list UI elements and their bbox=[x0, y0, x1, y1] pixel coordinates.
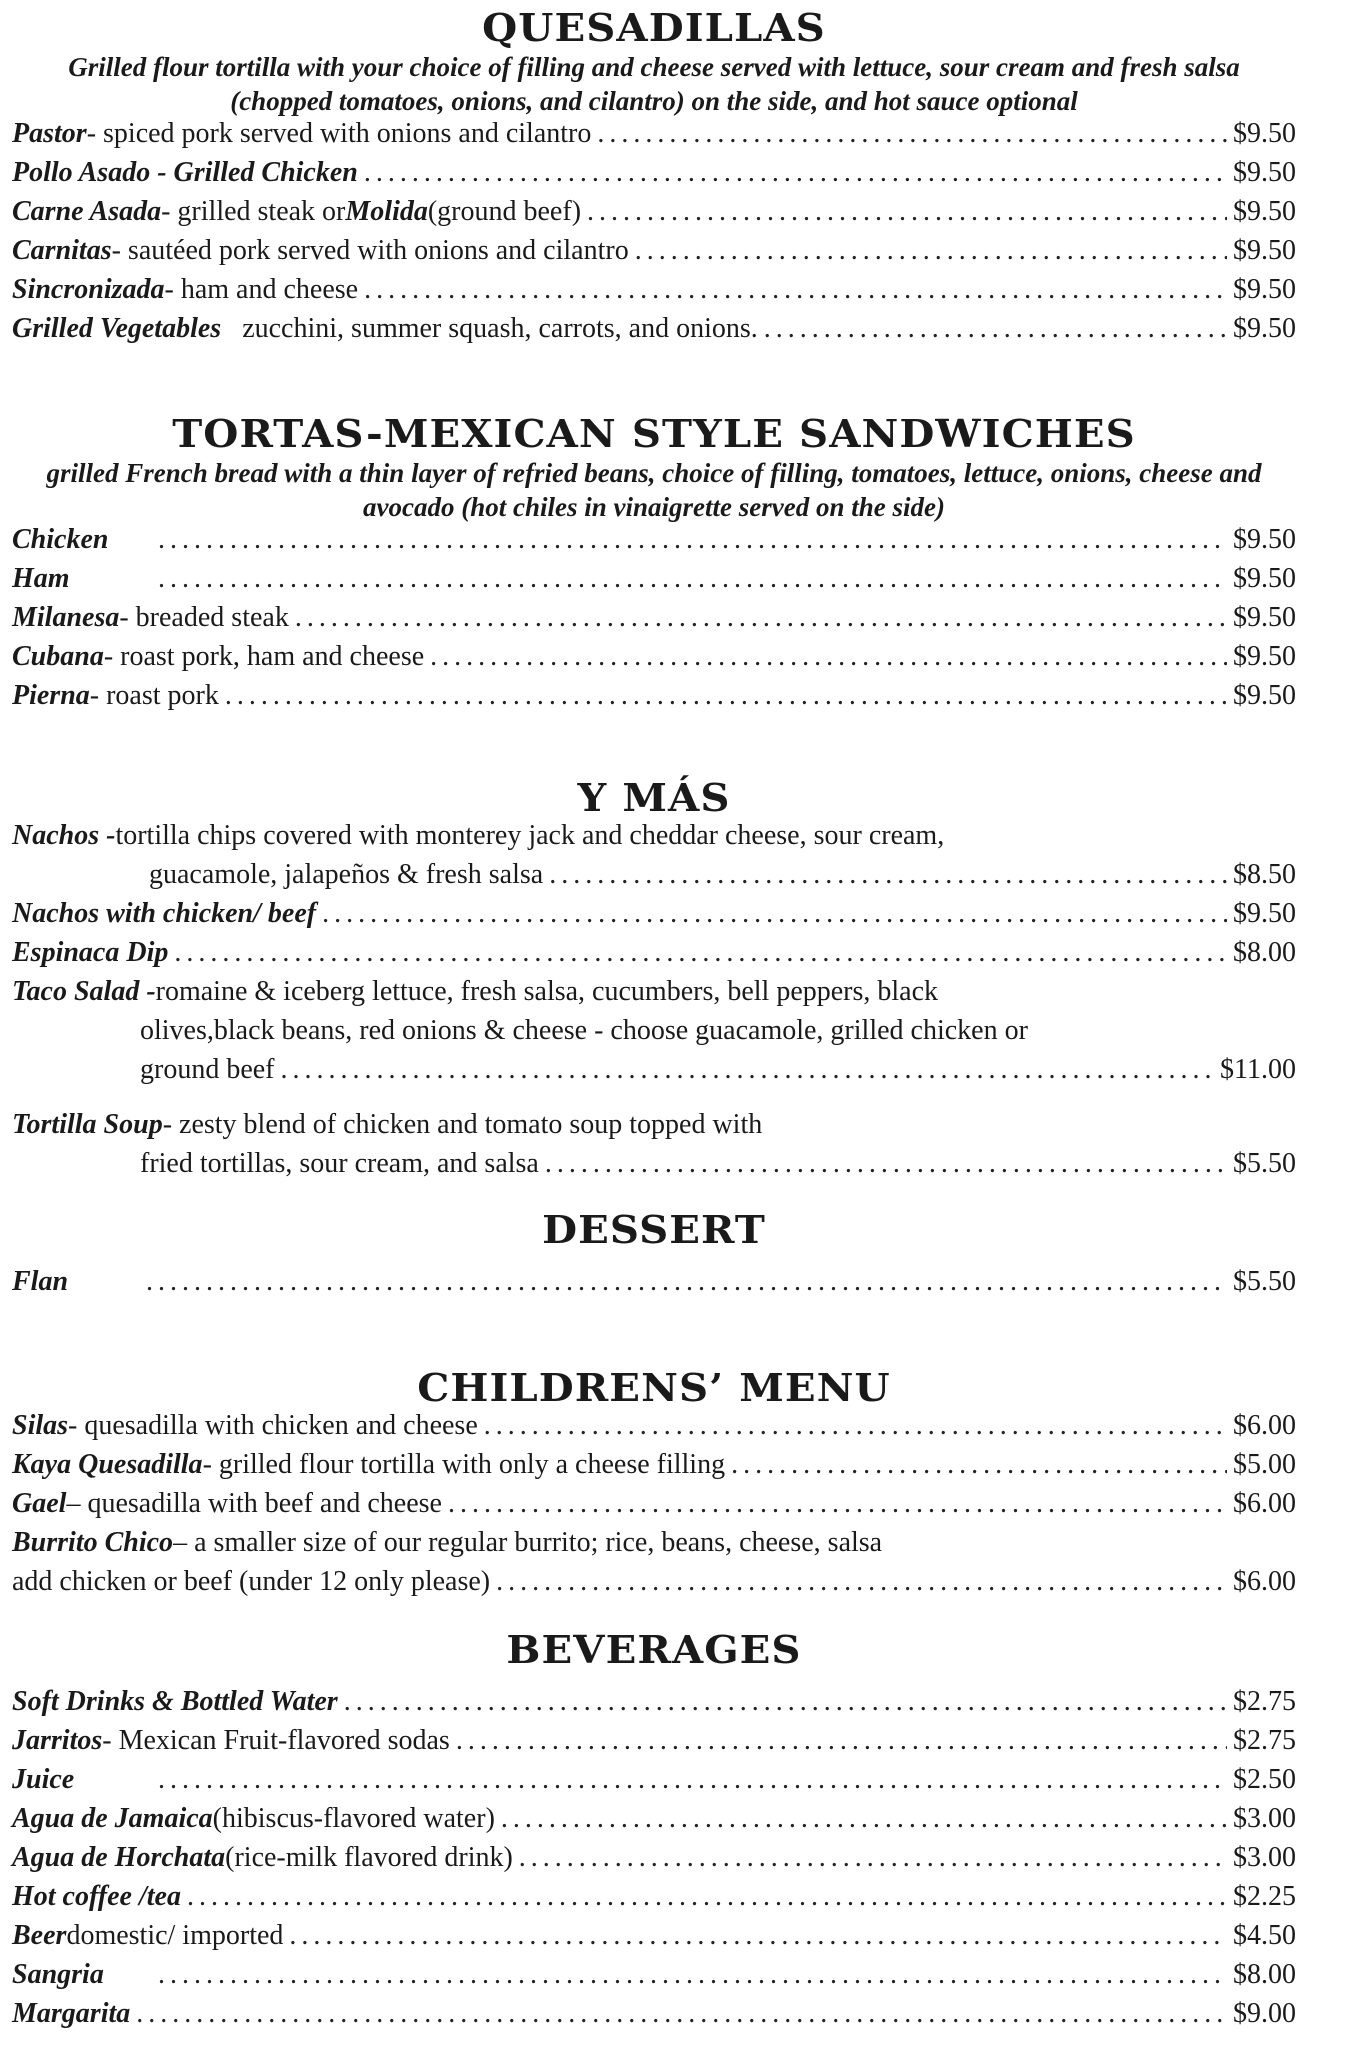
childrens-section bbox=[12, 1366, 1296, 1605]
menu-item: Nachos with chicken/ beef ..... $9.50 bbox=[12, 898, 1296, 937]
menu-item: Carnitas - sautéed pork served with onions and cilantro ..... $9.50 bbox=[12, 235, 1296, 274]
menu-item: Carne Asada - grilled steak or Molida (ground beef) ..... $9.50 bbox=[12, 196, 1296, 235]
menu-item-continuation: fried tortillas, sour cream, and salsa ..... $5.50 bbox=[12, 1148, 1296, 1187]
menu-item: Cubana - roast pork, ham and cheese ..... $9.50 bbox=[12, 641, 1296, 680]
section-title: CHILDRENS’ MENU bbox=[417, 1365, 891, 1410]
menu-item: Gael – quesadilla with beef and cheese ..... $6.00 bbox=[12, 1488, 1296, 1527]
menu-item: Flan ..... $5.50 bbox=[12, 1266, 1296, 1305]
menu-item-burrito: Burrito Chico – a smaller size of our regular burrito; rice, beans, cheese, salsa bbox=[12, 1527, 883, 1558]
menu-item: Grilled Vegetables zucchini, summer squash, carrots, and onions. ..... $9.50 bbox=[12, 313, 1296, 352]
menu-item: Juice ..... $2.50 bbox=[12, 1764, 1296, 1803]
menu-item-tortilla-soup: Tortilla Soup - zesty blend of chicken and tomato soup topped with bbox=[12, 1109, 763, 1140]
menu-item: Silas - quesadilla with chicken and cheese ..... $6.00 bbox=[12, 1410, 1296, 1449]
dessert-section bbox=[12, 1208, 1296, 1305]
menu-item: Soft Drinks & Bottled Water ..... $2.75 bbox=[12, 1686, 1296, 1725]
menu-item: Agua de Horchata (rice-milk flavored drink) ..... $3.00 bbox=[12, 1842, 1296, 1881]
section-title: Y MÁS bbox=[577, 775, 731, 820]
section-title: QUESADILLAS bbox=[482, 5, 826, 50]
menu-item-nachos: Nachos - tortilla chips covered with monterey jack and cheddar cheese, sour cream, bbox=[12, 820, 945, 851]
section-title: TORTAS-MEXICAN STYLE SANDWICHES bbox=[172, 411, 1136, 456]
menu-item-taco-salad: Taco Salad - romaine & iceberg lettuce, fresh salsa, cucumbers, bell peppers, black bbox=[12, 976, 939, 1007]
menu-item: Pastor - spiced pork served with onions and cilantro ..... $9.50 bbox=[12, 118, 1296, 157]
menu-item: Espinaca Dip ..... $8.00 bbox=[12, 937, 1296, 976]
menu-item: Hot coffee /tea ..... $2.25 bbox=[12, 1881, 1296, 1920]
menu-item-continuation: add chicken or beef (under 12 only please) ..... $6.00 bbox=[12, 1566, 1296, 1605]
section-description: Grilled flour tortilla with your choice of filling and cheese served with lettuce, sour cream and fresh salsa (chopped tomatoes, onions, and cilantro) on the side, and hot sauce optional bbox=[68, 52, 1240, 116]
menu-item: Milanesa - breaded steak ..... $9.50 bbox=[12, 602, 1296, 641]
menu-item: Margarita ..... $9.00 bbox=[12, 1998, 1296, 2037]
menu-item: Ham ..... $9.50 bbox=[12, 563, 1296, 602]
ymas-section bbox=[12, 776, 1296, 1187]
quesadillas-section bbox=[12, 6, 1296, 352]
menu-item-continuation: olives,black beans, red onions & cheese - choose guacamole, grilled chicken or bbox=[140, 1015, 1028, 1046]
menu-item: Kaya Quesadilla - grilled flour tortilla with only a cheese filling ..... $5.00 bbox=[12, 1449, 1296, 1488]
menu-item: Chicken ..... $9.50 bbox=[12, 524, 1296, 563]
menu-item: Sincronizada - ham and cheese ..... $9.50 bbox=[12, 274, 1296, 313]
section-description: grilled French bread with a thin layer of refried beans, choice of filling, tomatoes, lettuce, onions, cheese and avocado (hot chiles in vinaigrette served on the side) bbox=[46, 458, 1262, 522]
menu-item-continuation: ground beef ..... $11.00 bbox=[12, 1054, 1296, 1093]
menu-item: Agua de Jamaica (hibiscus-flavored water) ..... $3.00 bbox=[12, 1803, 1296, 1842]
menu-item-continuation: guacamole, jalapeños & fresh salsa ..... $8.50 bbox=[12, 859, 1296, 898]
menu-item: Sangria ..... $8.00 bbox=[12, 1959, 1296, 1998]
menu-item: Pollo Asado - Grilled Chicken ..... $9.50 bbox=[12, 157, 1296, 196]
section-title: BEVERAGES bbox=[506, 1627, 802, 1672]
menu-item: Pierna - roast pork ..... $9.50 bbox=[12, 680, 1296, 719]
tortas-section bbox=[12, 412, 1296, 719]
menu-item: Beer domestic/ imported ..... $4.50 bbox=[12, 1920, 1296, 1959]
beverages-section bbox=[12, 1628, 1296, 2037]
section-title: DESSERT bbox=[542, 1207, 766, 1252]
menu-item: Jarritos - Mexican Fruit-flavored sodas ..... $2.75 bbox=[12, 1725, 1296, 1764]
